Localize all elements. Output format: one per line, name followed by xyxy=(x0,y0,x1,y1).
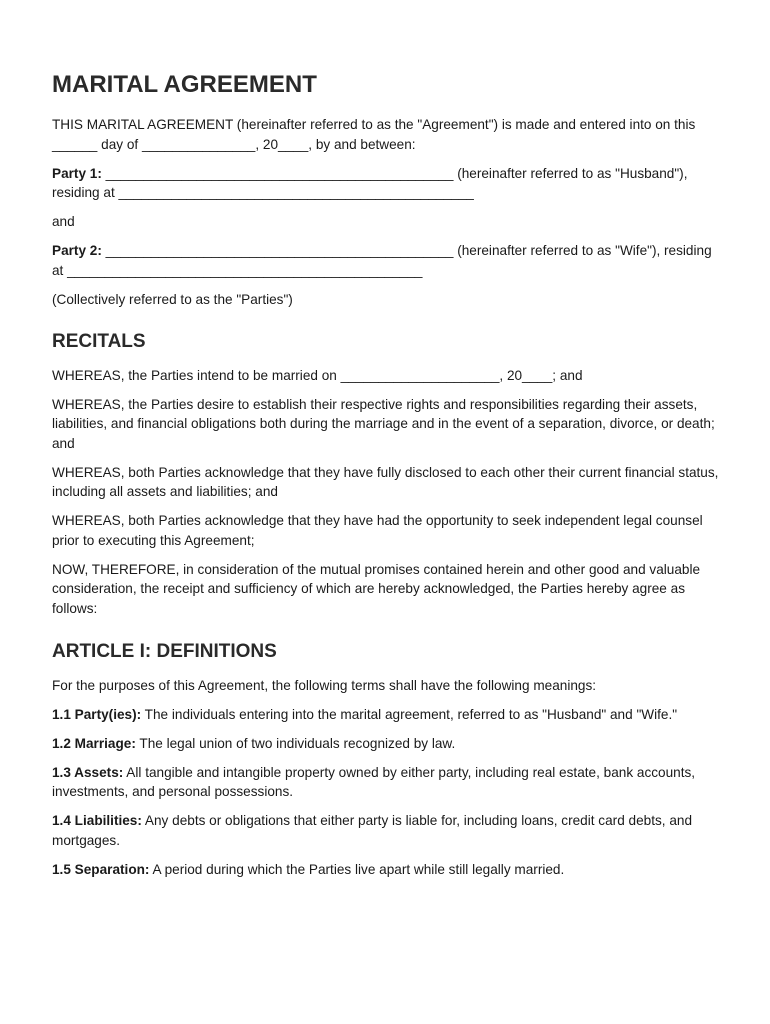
party1-label: Party 1: xyxy=(52,165,102,181)
definition-term: 1.3 Assets: xyxy=(52,764,124,780)
definition-item xyxy=(52,763,722,802)
intro-paragraph: THIS MARITAL AGREEMENT (hereinafter referred to as the "Agreement") is made and entered into on this ______ day of _______________, 20____, by and between: xyxy=(52,117,696,152)
article1-heading: ARTICLE I: DEFINITIONS xyxy=(52,640,277,662)
recital-item: WHEREAS, the Parties desire to establish their respective rights and responsibilities regarding their assets, liabilities, and financial obligations both during the marriage and in the event of a separation, divorce, or death; and xyxy=(52,396,715,451)
article1-intro: For the purposes of this Agreement, the following terms shall have the following meanings: xyxy=(52,677,597,693)
party1-text: ______________________________________________ (hereinafter referred to as "Husband"), residing at _______________________________________________ xyxy=(52,165,688,200)
definition-term: 1.2 Marriage: xyxy=(52,735,136,751)
party2-paragraph xyxy=(52,241,722,280)
recital-item: WHEREAS, both Parties acknowledge that they have had the opportunity to seek independent legal counsel prior to executing this Agreement; xyxy=(52,513,703,548)
party2-text: ______________________________________________ (hereinafter referred to as "Wife"), residing at _______________________________________________ xyxy=(52,243,712,278)
collectively-paragraph: (Collectively referred to as the "Parties") xyxy=(52,291,293,307)
definition-item xyxy=(52,811,722,850)
and-text: and xyxy=(52,214,75,229)
definition-item xyxy=(52,734,722,754)
definition-term: 1.5 Separation: xyxy=(52,861,150,877)
definition-term: 1.1 Party(ies): xyxy=(52,706,142,722)
definition-term: 1.4 Liabilities: xyxy=(52,813,142,828)
definition-text: All tangible and intangible property owned by either party, including real estate, bank accounts, investments, and personal possessions. xyxy=(52,764,696,799)
definition-text: The legal union of two individuals recognized by law. xyxy=(135,735,456,751)
recital-item: NOW, THEREFORE, in consideration of the mutual promises contained herein and other good and valuable consideration, the receipt and sufficiency of which are hereby acknowledged, the Parties hereby agree as follows: xyxy=(52,561,701,616)
definition-text: A period during which the Parties live apart while still legally married. xyxy=(149,861,565,877)
party1-paragraph xyxy=(52,164,722,203)
definition-text: Any debts or obligations that either party is liable for, including loans, credit card debts, and mortgages. xyxy=(52,813,693,848)
recital-item: WHEREAS, both Parties acknowledge that they have fully disclosed to each other their current financial status, including all assets and liabilities; and xyxy=(52,464,719,499)
recitals-heading: RECITALS xyxy=(52,330,146,352)
definition-item xyxy=(52,705,722,725)
party2-label: Party 2: xyxy=(52,243,102,258)
definition-text: The individuals entering into the marital agreement, referred to as "Husband" and "Wife." xyxy=(141,706,678,722)
document-page xyxy=(52,70,722,889)
document-title: MARITAL AGREEMENT xyxy=(52,71,317,98)
recital-item: WHEREAS, the Parties intend to be married on _____________________, 20____; and xyxy=(52,367,583,383)
definition-item xyxy=(52,860,722,880)
